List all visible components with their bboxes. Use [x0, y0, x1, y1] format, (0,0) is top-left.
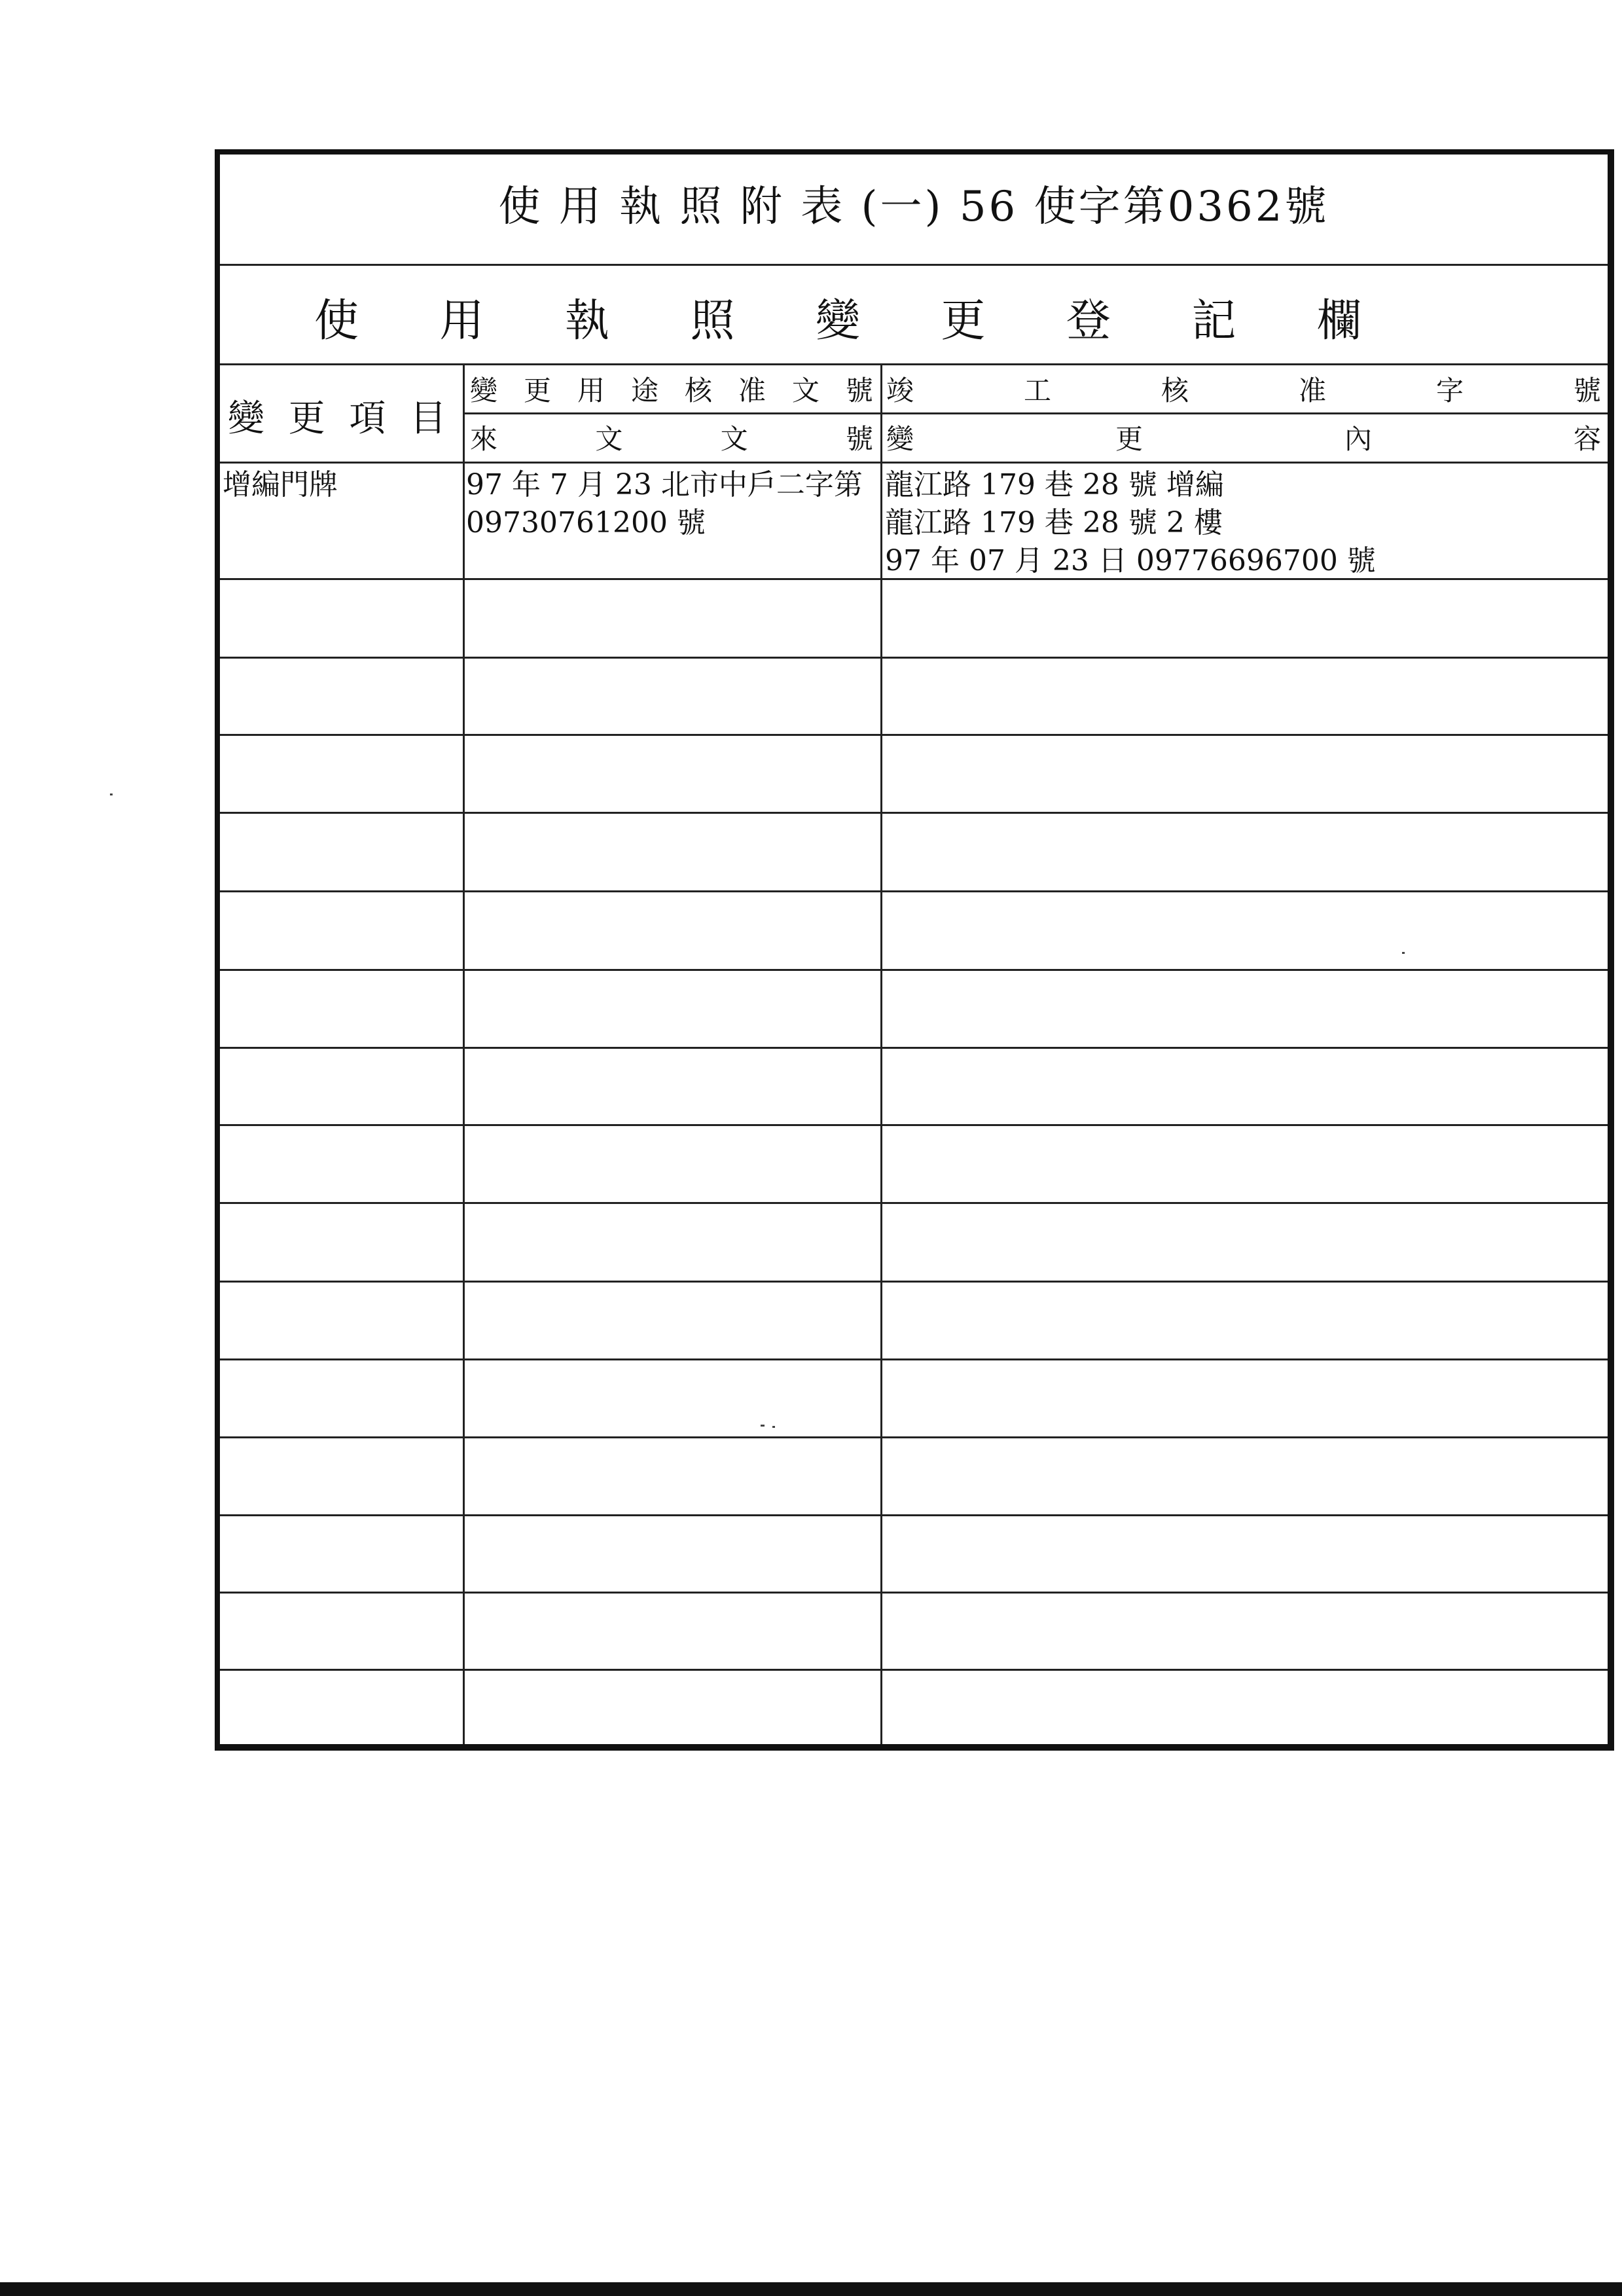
header-char: 用: [577, 374, 605, 407]
row-divider: [220, 734, 1608, 736]
header-char: 竣: [886, 374, 914, 407]
scan-speck: [1402, 952, 1405, 954]
header-char: 更: [523, 374, 551, 407]
header-char: 字: [1435, 374, 1464, 407]
subtitle-divider: [220, 363, 1608, 365]
header-char: 變: [228, 397, 264, 440]
subtitle-char: 執: [564, 295, 609, 347]
row-divider: [220, 969, 1608, 971]
row-divider: [220, 1436, 1608, 1438]
subtitle-char: 使: [314, 295, 359, 347]
row-1-content-line-2: 龍江路 179 巷 28 號 2 樓: [885, 506, 1223, 539]
subtitle-char: 照: [690, 295, 735, 347]
subtitle: [314, 278, 1361, 356]
header-change-content: [884, 416, 1604, 462]
header-change-item: [223, 380, 452, 452]
row-divider: [220, 1047, 1608, 1049]
header-char: 號: [845, 423, 873, 455]
header-char: 文: [595, 423, 623, 455]
header-char: 准: [738, 374, 766, 407]
header-char: 文: [720, 423, 748, 455]
header-char: 文: [791, 374, 820, 407]
row-divider: [220, 1124, 1608, 1126]
subtitle-char: 欄: [1316, 295, 1361, 347]
row-divider: [220, 1514, 1608, 1516]
header-char: 號: [845, 374, 873, 407]
title-divider: [220, 264, 1608, 266]
header-char: 准: [1298, 374, 1326, 407]
header-completion-no: [884, 368, 1604, 414]
header-char: 途: [630, 374, 658, 407]
row-divider: [220, 812, 1608, 814]
header-char: 號: [1573, 374, 1601, 407]
subtitle-char: 更: [941, 295, 986, 347]
header-char: 變: [470, 374, 498, 407]
row-divider: [220, 890, 1608, 892]
header-char: 工: [1023, 374, 1051, 407]
header-char: 變: [886, 423, 914, 455]
row-1-doc-line-1: 97 年 7 月 23 北市中戶二字第: [466, 468, 863, 501]
header-char: 項: [349, 397, 386, 440]
scan-speck: [761, 1425, 765, 1427]
scan-edge-band: [0, 2282, 1622, 2296]
row-divider: [220, 578, 1608, 580]
header-char: 核: [684, 374, 712, 407]
row-1-content-line-1: 龍江路 179 巷 28 號 增編: [885, 468, 1224, 501]
subtitle-char: 登: [1066, 295, 1111, 347]
scan-speck: [772, 1426, 775, 1428]
row-divider: [220, 1358, 1608, 1360]
row-divider: [220, 1202, 1608, 1204]
row-1-doc-line-2: 09730761200 號: [466, 506, 706, 539]
row-1-item: 增編門牌: [223, 468, 338, 501]
row-divider: [220, 1592, 1608, 1594]
header-char: 更: [288, 397, 325, 440]
column-divider-2: [880, 363, 882, 1744]
form-title: 使 用 執 照 附 表 (一) 56 使字第0362號: [498, 183, 1329, 231]
header-char: 來: [470, 423, 498, 455]
header-incoming-no: [467, 416, 876, 462]
header-char: 核: [1161, 374, 1189, 407]
subtitle-char: 記: [1191, 295, 1236, 347]
header-approval-no: [467, 368, 876, 414]
header-char: 內: [1344, 423, 1372, 455]
subtitle-char: 變: [815, 295, 860, 347]
row-divider: [220, 1669, 1608, 1671]
header-char: 目: [409, 397, 446, 440]
scan-speck: [110, 793, 113, 795]
row-divider: [220, 1281, 1608, 1283]
subtitle-char: 用: [439, 295, 484, 347]
row-1-content-line-3: 97 年 07 月 23 日 09776696700 號: [885, 544, 1376, 577]
header-char: 更: [1115, 423, 1143, 455]
row-divider: [220, 657, 1608, 659]
header-char: 容: [1573, 423, 1601, 455]
column-divider-1: [463, 363, 465, 1744]
